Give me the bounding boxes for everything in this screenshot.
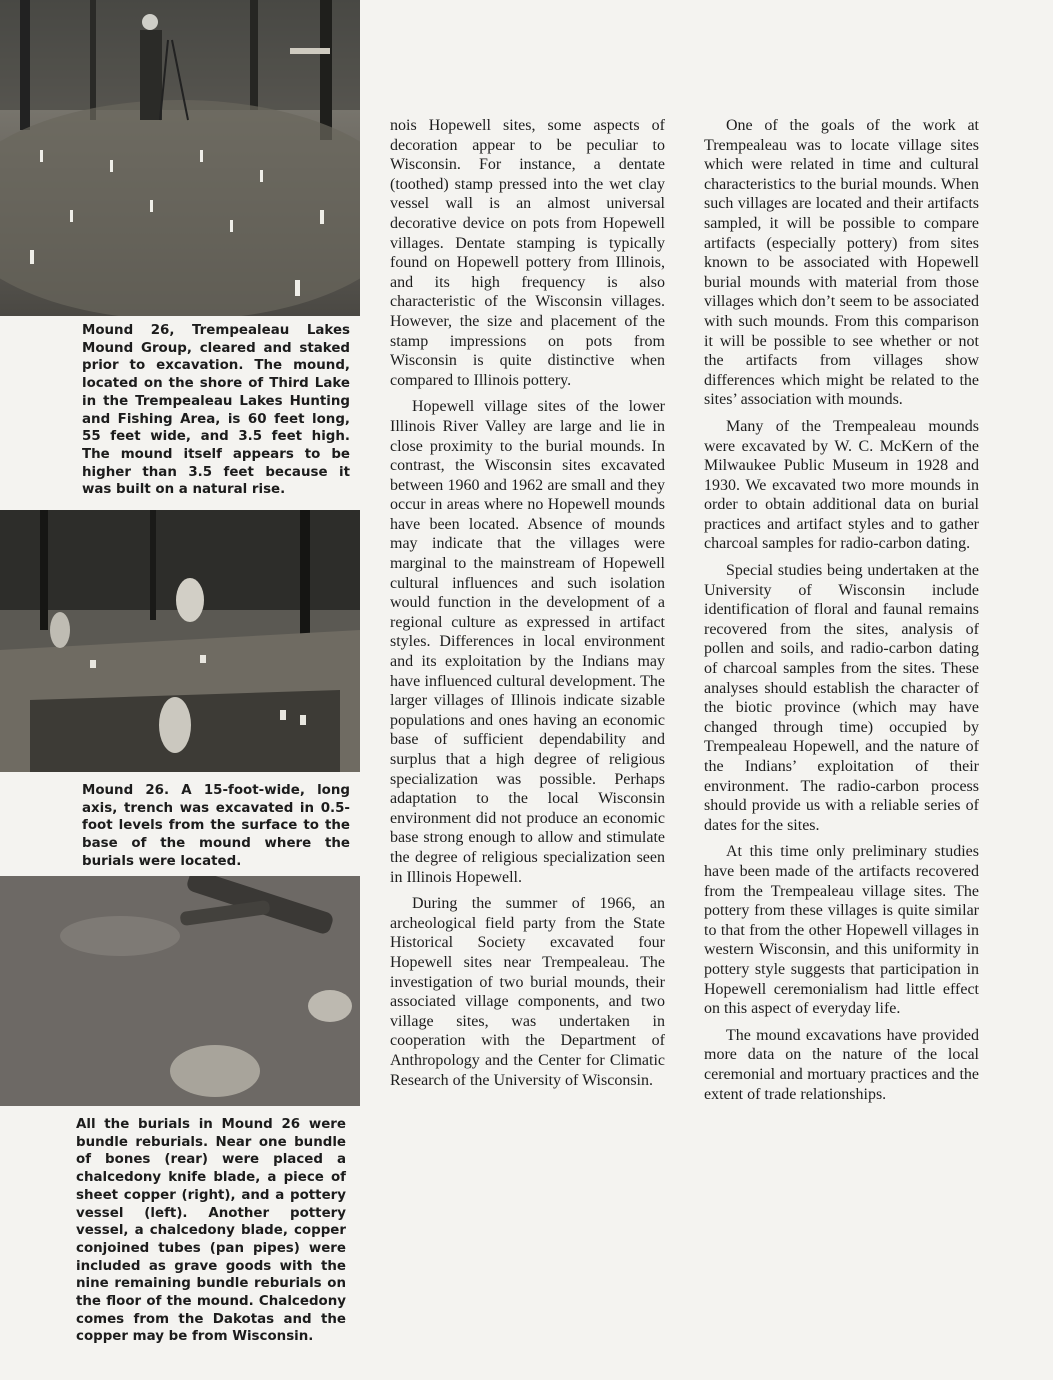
photo-bundle-reburials: [0, 876, 360, 1106]
paragraph: At this time only preliminary studies have been made of the artifacts recovered from the Trempealeau village sites. The pottery from these villages is quite similar to that from the other Hopewell villages in western Wisconsin, and this uniformity in pottery style suggests that participation in Hopewell ceremonialism had little effect on this aspect of everyday life.: [704, 843, 979, 1018]
paragraph: The mound excavations have provided more data on the nature of the local ceremonial and mortuary practices and the extent of trade relationships.: [704, 1026, 979, 1103]
photo-mound-cleared: [0, 0, 360, 316]
caption-burials: All the burials in Mound 26 were bundle reburials. Near one bundle of bones (rear) were placed a chalcedony knife blade, a piece of sheet copper (right), and a pottery vessel (left). Another pottery vessel, a chalcedony blade, copper conjoined tubes (pan pipes) were included as grave goods with the nine remaining bundle reburials on the floor of the mound. Chalcedony comes from the Dakotas and the copper may be from Wisconsin.: [76, 1117, 346, 1345]
paragraph: During the summer of 1966, an archeological field party from the State Historical Society excavated four Hopewell sites near Trempealeau. The investigation of two burial mounds, their associated village components, and two village sites, was undertaken in cooperation with the Department of Anthropology and the Center for Climatic Research of the University of Wisconsin.: [390, 895, 665, 1089]
text-column-1: [390, 116, 665, 1097]
paragraph: Many of the Trempealeau mounds were excavated by W. C. McKern of the Milwaukee Public Museum in 1928 and 1930. We excavated two more mounds in order to obtain additional data on burial practices and artifact styles and to gather charcoal samples for radio-carbon dating.: [704, 417, 979, 553]
photo-trench-excavation: [0, 510, 360, 772]
caption-mound-cleared: Mound 26, Trempealeau Lakes Mound Group, cleared and staked prior to excavation. The mound, located on the shore of Third Lake in the Trempealeau Lakes Hunting and Fishing Area, is 60 feet long, 55 feet wide, and 3.5 feet high. The mound itself appears to be higher than 3.5 feet because it was built on a natural rise.: [82, 323, 350, 498]
caption-trench: Mound 26. A 15-foot-wide, long axis, trench was excavated in 0.5-foot levels from the surface to the base of the mound where the burials were located.: [82, 783, 350, 869]
paragraph: One of the goals of the work at Trempealeau was to locate village sites which were related in time and cultural characteristics to the burial mounds. When such villages are located and their artifacts sampled, it will be possible to compare artifacts (especially pottery) from sites known to be associated with Hopewell burial mounds with material from those villages which don’t seem to be associated with such mounds. From this comparison it will be possible to see whether or not the artifacts from villages show differences which might be related to the sites’ association with mounds.: [704, 117, 979, 409]
paragraph: Hopewell village sites of the lower Illinois River Valley are large and lie in close proximity to the burial mounds. In contrast, the Wisconsin sites excavated between 1960 and 1962 are small and they occur in areas where no Hopewell mounds have been located. Absence of mounds may indicate that the villages were marginal to the mainstream of Hopewell cultural influences and such isolation would function in the development of a regional culture as expressed in artifact styles. Differences in local environment and its exploitation by the Indians may have influenced cultural development. The larger villages of Illinois indicate sizable populations and ones having an economic base of sufficient dependability and surplus that a high degree of religious specialization was possible. Perhaps adaptation to the local Wisconsin environment did not produce an economic base strong enough to allow and stimulate the degree of religious specialization seen in Illinois Hopewell.: [390, 398, 665, 886]
paragraph: Special studies being undertaken at the University of Wisconsin include identification of floral and faunal remains recovered from the sites, analysis of pollen and soils, and radio-carbon dating of charcoal samples from the sites. These analyses should establish the character of the biotic province (which may have changed through time) occupied by Trempealeau Hopewell, and the nature of the Indians’ exploitation of their environment. The radio-carbon process should provide us with a reliable series of dates for the sites.: [704, 562, 979, 834]
paragraph: nois Hopewell sites, some aspects of decoration appear to be peculiar to Wisconsin. For instance, a dentate (toothed) stamp pressed into the wet clay vessel wall is an almost universal decorative device on pots from Hopewell villages. Dentate stamping is typically found on Hopewell pottery from Illinois, and its high frequency is also characteristic of the Wisconsin villages. However, the size and placement of the stamp impressions on pots from Wisconsin is quite distinctive when compared to Illinois pottery.: [390, 117, 665, 389]
text-column-2: [704, 116, 979, 1111]
